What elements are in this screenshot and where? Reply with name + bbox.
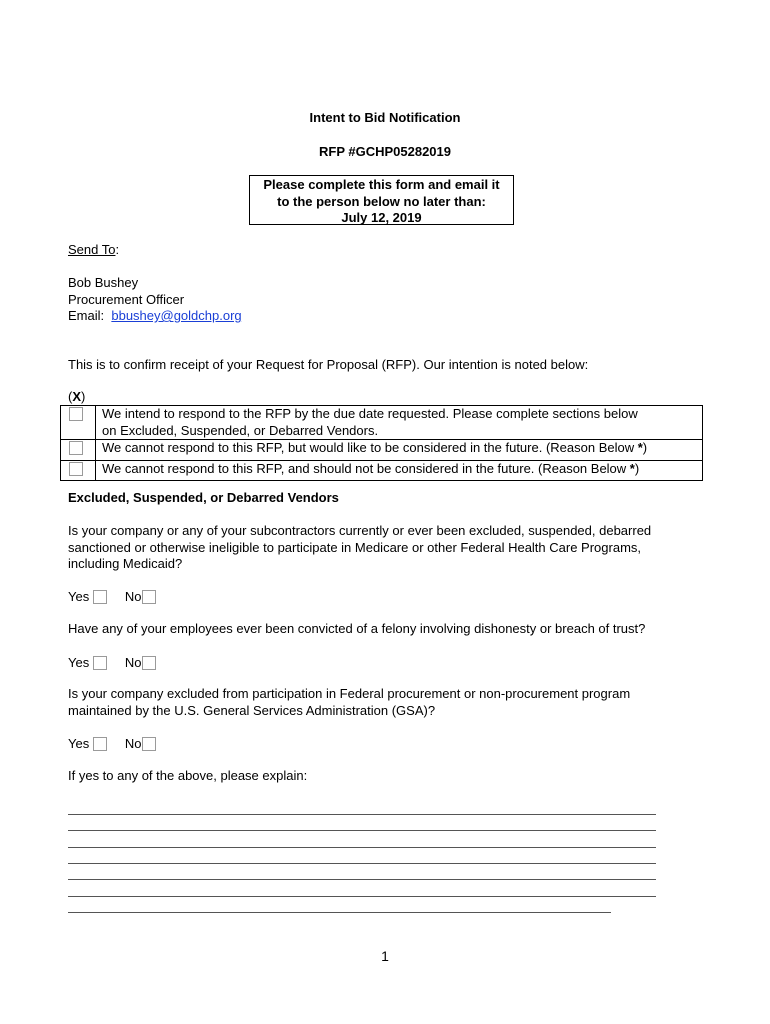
email-link[interactable]: bbushey@goldchp.org	[111, 308, 242, 323]
intent-option-row	[61, 406, 703, 440]
notice-date: July 12, 2019	[341, 210, 422, 225]
intent-option-label	[96, 406, 703, 440]
q1-no-checkbox[interactable]	[142, 590, 156, 604]
q3-yes-checkbox[interactable]	[93, 737, 107, 751]
intent-decline-checkbox[interactable]	[69, 462, 83, 476]
confirm-text: This is to confirm receipt of your Request for Proposal (RFP). Our intention is noted below:	[68, 357, 589, 372]
question-1-line-3: including Medicaid?	[68, 556, 183, 571]
deadline-notice-box	[249, 175, 514, 225]
question-1-answers	[68, 588, 156, 605]
x-marker-header	[68, 389, 85, 406]
contact-name: Bob Bushey	[68, 275, 139, 290]
intent-option-2-close: )	[642, 440, 648, 455]
x-marker-close: )	[81, 389, 86, 404]
no-label: No	[124, 654, 142, 670]
intent-option-label	[96, 440, 703, 461]
yes-label: Yes	[68, 588, 90, 604]
email-label: Email:	[68, 308, 105, 323]
intent-option-row	[61, 440, 703, 461]
intent-future-checkbox[interactable]	[69, 441, 83, 455]
intent-option-3-star: *	[629, 460, 635, 476]
q3-no-checkbox[interactable]	[142, 737, 156, 751]
yes-label: Yes	[68, 735, 90, 751]
intent-checkbox-cell	[61, 406, 96, 440]
send-to-label	[68, 242, 119, 259]
notice-line-2: to the person below no later than:	[277, 193, 486, 209]
q1-yes-checkbox[interactable]	[93, 590, 107, 604]
no-label: No	[124, 588, 142, 604]
yes-label: Yes	[68, 654, 90, 670]
intent-option-label	[96, 460, 703, 481]
x-marker-open: (	[68, 389, 73, 404]
explain-line[interactable]	[68, 830, 656, 831]
notice-line-1: Please complete this form and email it	[263, 177, 500, 192]
page-number: 1	[381, 948, 389, 964]
intent-options-table	[60, 405, 703, 481]
explain-prompt: If yes to any of the above, please explain:	[68, 768, 308, 783]
intent-option-1-line-2: on Excluded, Suspended, or Debarred Vendors.	[102, 422, 379, 438]
intent-option-row	[61, 460, 703, 481]
no-label: No	[124, 735, 142, 751]
intent-option-2-star: *	[637, 440, 643, 455]
intent-checkbox-cell	[61, 460, 96, 481]
send-to-colon: :	[115, 242, 120, 257]
explain-line[interactable]	[68, 847, 656, 848]
explain-line[interactable]	[68, 879, 656, 880]
contact-role: Procurement Officer	[68, 291, 185, 307]
intent-option-2-text: We cannot respond to this RFP, but would like to be considered in the future. (Reason Below	[102, 440, 638, 455]
question-2: Have any of your employees ever been convicted of a felony involving dishonesty or breach of trust?	[68, 621, 646, 636]
document-title: Intent to Bid Notification	[309, 110, 461, 125]
question-1-line-1: Is your company or any of your subcontractors currently or ever been excluded, suspended, debarred	[68, 523, 652, 538]
explain-line[interactable]	[68, 814, 656, 815]
contact-email-row	[68, 308, 242, 325]
question-3-line-2: maintained by the U.S. General Services Administration (GSA)?	[68, 702, 436, 718]
explain-line[interactable]	[68, 896, 656, 897]
send-to-text: Send To	[68, 242, 116, 257]
question-1	[68, 523, 651, 573]
intent-option-1-line-1: We intend to respond to the RFP by the due date requested. Please complete sections below	[102, 406, 638, 421]
question-3	[68, 686, 630, 719]
intent-checkbox-cell	[61, 440, 96, 461]
question-2-answers	[68, 654, 156, 671]
intent-option-3-close: )	[634, 460, 640, 476]
intent-respond-checkbox[interactable]	[69, 407, 83, 421]
question-3-answers	[68, 735, 156, 752]
rfp-number: RFP #GCHP05282019	[318, 144, 451, 159]
explain-line[interactable]	[68, 912, 611, 913]
intent-option-3-text: We cannot respond to this RFP, and should not be considered in the future. (Reason Below	[102, 460, 630, 476]
question-1-line-2: sanctioned or otherwise ineligible to participate in Medicare or other Federal Health Care Programs,	[68, 539, 642, 555]
question-3-line-1: Is your company excluded from participation in Federal procurement or non-procurement program	[68, 686, 631, 701]
q2-no-checkbox[interactable]	[142, 656, 156, 670]
x-marker-x: X	[72, 389, 82, 404]
explain-line[interactable]	[68, 863, 656, 864]
q2-yes-checkbox[interactable]	[93, 656, 107, 670]
excluded-heading: Excluded, Suspended, or Debarred Vendors	[68, 490, 339, 505]
contact-block	[68, 275, 242, 325]
